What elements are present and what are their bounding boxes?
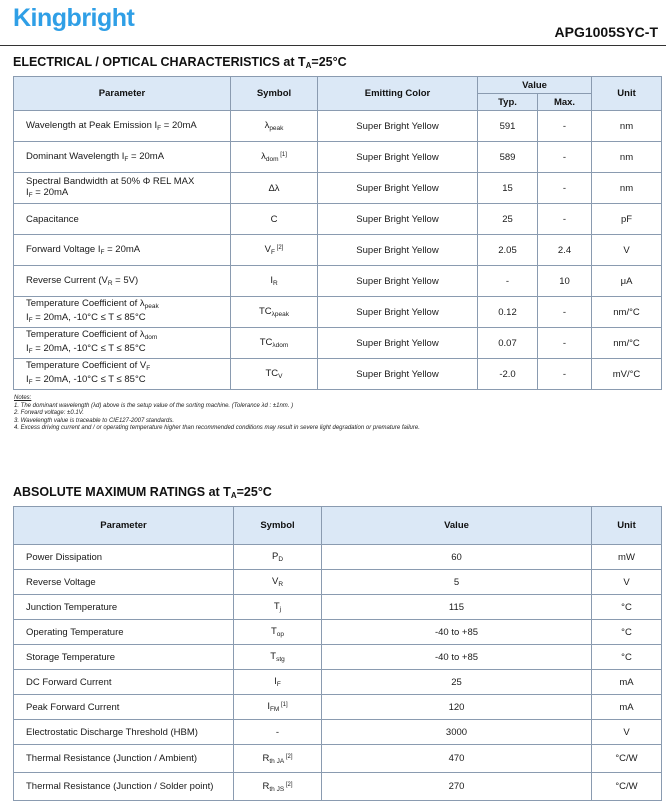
- symbol-text: -: [275, 726, 280, 738]
- parameter-text: Temperature Coefficient of V: [26, 360, 147, 371]
- cell-unit: V: [592, 570, 662, 595]
- parameter-subscript: F: [100, 249, 105, 256]
- table-row: [14, 695, 662, 720]
- cell-color: Super Bright Yellow: [318, 142, 478, 173]
- symbol-subscript: dom: [265, 156, 279, 163]
- table-row: [14, 328, 662, 359]
- symbol-text: T: [270, 626, 277, 637]
- symbol-subscript: F: [276, 681, 281, 688]
- cell-max: -: [538, 297, 592, 328]
- cell-unit: nm: [592, 111, 662, 142]
- cell-unit: nm/°C: [592, 328, 662, 359]
- cell-value: 5: [322, 570, 592, 595]
- symbol-text: I: [274, 676, 277, 687]
- parameter-subscript: F: [28, 191, 33, 199]
- symbol-subscript: th JA: [269, 757, 285, 765]
- cell-unit: mA: [592, 695, 662, 720]
- header-divider: [0, 45, 666, 46]
- cell-parameter: Peak Forward Current: [14, 695, 234, 720]
- parameter-line: [26, 312, 230, 326]
- part-number: APG1005SYC-T: [554, 24, 658, 40]
- cell-typ: -: [478, 266, 538, 297]
- cell-unit: nm: [592, 173, 662, 204]
- cell-typ: 591: [478, 111, 538, 142]
- cell-symbol: [231, 297, 318, 328]
- cell-typ: 0.12: [478, 297, 538, 328]
- parameter-line: [26, 374, 230, 388]
- cell-color: Super Bright Yellow: [318, 204, 478, 235]
- parameter-text: Temperature Coefficient of λ: [26, 329, 145, 340]
- table-row: [14, 111, 662, 142]
- cell-typ: 589: [478, 142, 538, 173]
- cell-unit: mA: [592, 670, 662, 695]
- parameter-line: [26, 120, 230, 132]
- symbol-subscript: th JS: [269, 785, 285, 793]
- cell-typ: 25: [478, 204, 538, 235]
- table-row: [14, 570, 662, 595]
- cell-symbol: [234, 773, 322, 801]
- cell-parameter: DC Forward Current: [14, 670, 234, 695]
- cell-symbol: [231, 111, 318, 142]
- brand-logo: Kingbright: [13, 4, 135, 32]
- parameter-text-tail: = 20mA: [161, 120, 197, 131]
- symbol-subscript: λdom: [272, 342, 289, 349]
- cell-color: Super Bright Yellow: [318, 173, 478, 204]
- col-header-symbol: Symbol: [231, 77, 318, 111]
- cell-parameter: [14, 204, 231, 235]
- symbol-text: λ: [261, 151, 266, 162]
- notes-heading: Notes:: [14, 395, 32, 401]
- cell-parameter: Power Dissipation: [14, 545, 234, 570]
- cell-parameter: [14, 328, 231, 359]
- cell-color: Super Bright Yellow: [318, 328, 478, 359]
- cell-parameter: [14, 173, 231, 204]
- cell-unit: °C: [592, 595, 662, 620]
- parameter-line: [26, 176, 230, 187]
- table-row: [14, 235, 662, 266]
- cell-parameter: Thermal Resistance (Junction / Solder point): [14, 773, 234, 801]
- col-header-unit: Unit: [592, 77, 662, 111]
- symbol-text: I: [267, 701, 270, 712]
- cell-max: -: [538, 111, 592, 142]
- cell-symbol: [234, 545, 322, 570]
- cell-symbol: [234, 670, 322, 695]
- cell-unit: °C/W: [592, 773, 662, 801]
- symbol-text: Δλ: [268, 182, 280, 194]
- parameter-subscript: F: [157, 125, 162, 132]
- cell-value: 60: [322, 545, 592, 570]
- parameter-subscript: F: [146, 365, 151, 372]
- cell-symbol: [234, 745, 322, 773]
- cell-max: 2.4: [538, 235, 592, 266]
- parameter-text: Dominant Wavelength I: [26, 151, 125, 162]
- cell-max: -: [538, 328, 592, 359]
- parameter-line: [26, 214, 230, 225]
- symbol-subscript: FM: [269, 706, 280, 713]
- parameter-text-tail: = 5V): [112, 275, 139, 286]
- note-item: 1. The dominant wavelength (λd) above is the setup value of the sorting machine. (Tolerance λd : ±1nm. ): [14, 402, 294, 409]
- table-row: [14, 745, 662, 773]
- symbol-text: P: [271, 551, 279, 562]
- cell-unit: V: [592, 235, 662, 266]
- cell-symbol: [234, 645, 322, 670]
- cell-max: -: [538, 204, 592, 235]
- symbol-text: λ: [264, 120, 270, 131]
- cell-symbol: [234, 595, 322, 620]
- table-row: [14, 266, 662, 297]
- note-item: 4. Excess driving current and / or operating temperature higher than recommended conditions may result in severe light degradation or premature failure.: [14, 425, 420, 431]
- parameter-text: Reverse Current (V: [26, 275, 108, 286]
- parameter-text: Temperature Coefficient of λ: [26, 298, 145, 309]
- table-row: [14, 173, 662, 204]
- parameter-text: Spectral Bandwidth at 50% Φ REL MAX: [26, 175, 195, 187]
- parameter-subscript: R: [107, 280, 113, 287]
- cell-unit: V: [592, 720, 662, 745]
- cell-parameter: [14, 359, 231, 390]
- cell-value: 3000: [322, 720, 592, 745]
- cell-parameter: [14, 297, 231, 328]
- symbol-text: C: [270, 213, 278, 225]
- parameter-text: I: [26, 312, 29, 323]
- table-row: [14, 645, 662, 670]
- cell-typ: 2.05: [478, 235, 538, 266]
- cell-parameter: [14, 266, 231, 297]
- parameter-line: [26, 343, 230, 357]
- table-row: [14, 620, 662, 645]
- col-header-parameter: Parameter: [14, 77, 231, 111]
- parameter-line: [26, 275, 230, 287]
- cell-symbol: [234, 695, 322, 720]
- symbol-subscript: peak: [269, 125, 284, 132]
- electrical-optical-table: [13, 76, 662, 390]
- parameter-line: [26, 187, 230, 201]
- col-header-symbol: Symbol: [234, 507, 322, 545]
- symbol-note-ref: [1]: [279, 702, 288, 708]
- table-row: [14, 142, 662, 173]
- table-row: [14, 720, 662, 745]
- symbol-note-ref: [2]: [274, 245, 284, 251]
- parameter-subscript: F: [28, 348, 33, 355]
- table-row: [14, 359, 662, 390]
- parameter-text: Forward Voltage I: [26, 244, 101, 255]
- cell-parameter: Operating Temperature: [14, 620, 234, 645]
- symbol-text: TC: [259, 337, 273, 348]
- section-title-absolute-max: ABSOLUTE MAXIMUM RATINGS at $T_A=25^\circ C$: [13, 485, 272, 500]
- cell-unit: pF: [592, 204, 662, 235]
- page-header: [0, 0, 666, 46]
- cell-parameter: Reverse Voltage: [14, 570, 234, 595]
- symbol-text: V: [264, 244, 271, 255]
- symbol-note-ref: [2]: [284, 781, 293, 788]
- cell-typ: 0.07: [478, 328, 538, 359]
- cell-symbol: [231, 266, 318, 297]
- parameter-text: I: [26, 343, 29, 354]
- symbol-text: T: [273, 601, 280, 612]
- cell-typ: -2.0: [478, 359, 538, 390]
- parameter-subscript: F: [28, 317, 33, 324]
- symbol-subscript: R: [272, 280, 278, 287]
- symbol-note-ref: [2]: [284, 753, 293, 760]
- col-header-value: Value: [322, 507, 592, 545]
- symbol-subscript: F: [271, 249, 275, 256]
- note-item: 3. Wavelength value is traceable to CIE127-2007 standards.: [14, 417, 174, 424]
- symbol-note-ref: [1]: [278, 152, 287, 158]
- parameter-text: Wavelength at Peak Emission I: [26, 120, 158, 131]
- note-item: 2. Forward voltage: ±0.1V.: [14, 410, 84, 416]
- cell-symbol: [231, 204, 318, 235]
- symbol-subscript: op: [276, 631, 285, 638]
- parameter-subscript: F: [124, 156, 129, 163]
- symbol-text: R: [262, 780, 270, 792]
- cell-color: Super Bright Yellow: [318, 235, 478, 266]
- cell-symbol: [231, 359, 318, 390]
- table-row: [14, 670, 662, 695]
- parameter-subscript: peak: [144, 303, 159, 310]
- parameter-subscript: dom: [144, 334, 158, 341]
- cell-value: -40 to +85: [322, 620, 592, 645]
- parameter-line: [26, 329, 230, 343]
- parameter-text: I: [26, 374, 29, 385]
- cell-parameter: Junction Temperature: [14, 595, 234, 620]
- cell-typ: 15: [478, 173, 538, 204]
- symbol-text: T: [270, 651, 277, 662]
- cell-color: Super Bright Yellow: [318, 359, 478, 390]
- cell-symbol: [234, 620, 322, 645]
- symbol-subscript: stg: [276, 656, 285, 663]
- absolute-max-ratings-table: [13, 506, 662, 801]
- cell-unit: °C: [592, 645, 662, 670]
- symbol-subscript: λpeak: [271, 311, 290, 318]
- cell-unit: μA: [592, 266, 662, 297]
- cell-max: -: [538, 142, 592, 173]
- cell-parameter: [14, 142, 231, 173]
- symbol-subscript: V: [278, 373, 283, 380]
- parameter-line: [26, 298, 230, 312]
- cell-value: 115: [322, 595, 592, 620]
- cell-value: 270: [322, 773, 592, 801]
- cell-unit: nm: [592, 142, 662, 173]
- cell-value: 25: [322, 670, 592, 695]
- cell-symbol: [231, 328, 318, 359]
- table-row: [14, 204, 662, 235]
- cell-value: -40 to +85: [322, 645, 592, 670]
- table-row: [14, 595, 662, 620]
- symbol-text: TC: [258, 306, 272, 317]
- cell-parameter: [14, 111, 231, 142]
- symbol-subscript: D: [278, 556, 284, 563]
- symbol-text: TC: [265, 368, 279, 379]
- cell-unit: mW: [592, 545, 662, 570]
- parameter-text: I: [26, 186, 29, 198]
- cell-symbol: [231, 173, 318, 204]
- cell-unit: °C: [592, 620, 662, 645]
- col-header-parameter: Parameter: [14, 507, 234, 545]
- cell-unit: nm/°C: [592, 297, 662, 328]
- cell-parameter: Storage Temperature: [14, 645, 234, 670]
- parameter-line: [26, 244, 230, 256]
- notes-block: [14, 395, 420, 433]
- symbol-text: I: [270, 275, 273, 286]
- table-row: [14, 297, 662, 328]
- cell-unit: mV/°C: [592, 359, 662, 390]
- cell-max: 10: [538, 266, 592, 297]
- parameter-text-tail: = 20mA: [128, 151, 165, 162]
- cell-color: Super Bright Yellow: [318, 266, 478, 297]
- cell-parameter: Thermal Resistance (Junction / Ambient): [14, 745, 234, 773]
- parameter-line: [26, 360, 230, 374]
- cell-color: Super Bright Yellow: [318, 111, 478, 142]
- cell-value: 120: [322, 695, 592, 720]
- col-header-emitting-color: Emitting Color: [318, 77, 478, 111]
- cell-parameter: [14, 235, 231, 266]
- cell-unit: °C/W: [592, 745, 662, 773]
- cell-parameter: Electrostatic Discharge Threshold (HBM): [14, 720, 234, 745]
- cell-symbol: [231, 142, 318, 173]
- col-header-typ: Typ.: [478, 94, 538, 111]
- cell-color: Super Bright Yellow: [318, 297, 478, 328]
- parameter-line: [26, 151, 230, 163]
- parameter-text-tail: = 20mA, -10°C ≤ T ≤ 85°C: [32, 374, 146, 385]
- symbol-subscript: j: [279, 606, 282, 613]
- cell-max: -: [538, 359, 592, 390]
- cell-symbol: [231, 235, 318, 266]
- section-title-electrical: ELECTRICAL / OPTICAL CHARACTERISTICS at $T_A=25^\circ C$: [13, 55, 347, 70]
- cell-value: 470: [322, 745, 592, 773]
- table-row: [14, 773, 662, 801]
- symbol-text: R: [262, 752, 270, 764]
- table-row: [14, 545, 662, 570]
- parameter-text-tail: = 20mA: [104, 244, 141, 255]
- parameter-text-tail: = 20mA, -10°C ≤ T ≤ 85°C: [32, 343, 146, 354]
- col-header-value: Value: [478, 77, 592, 94]
- col-header-max: Max.: [538, 94, 592, 111]
- cell-symbol: [234, 570, 322, 595]
- parameter-text: Capacitance: [26, 213, 79, 225]
- col-header-unit: Unit: [592, 507, 662, 545]
- symbol-subscript: R: [278, 581, 284, 588]
- cell-max: -: [538, 173, 592, 204]
- parameter-subscript: F: [28, 379, 33, 386]
- parameter-text-tail: = 20mA: [32, 186, 69, 198]
- cell-symbol: [234, 720, 322, 745]
- parameter-text-tail: = 20mA, -10°C ≤ T ≤ 85°C: [32, 312, 146, 323]
- symbol-text: V: [271, 576, 279, 587]
